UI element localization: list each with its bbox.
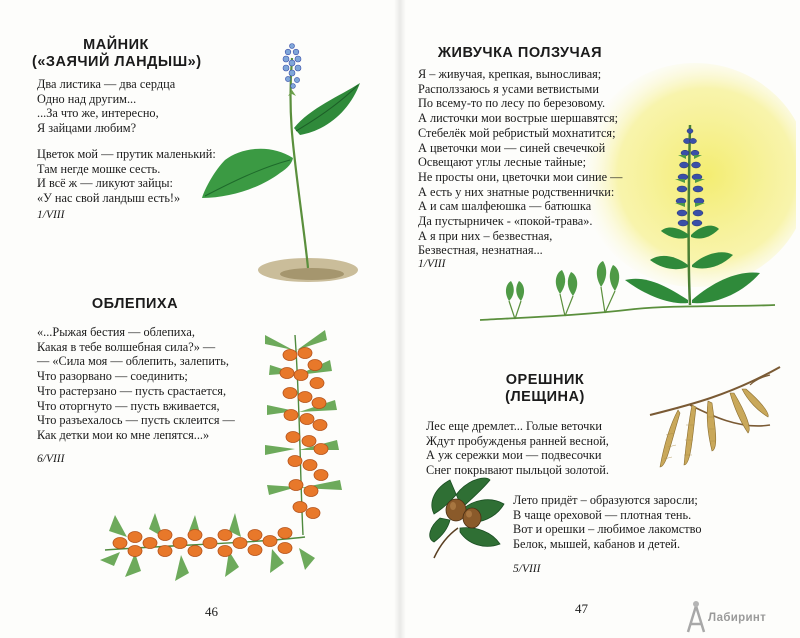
- page-number-right: 47: [575, 601, 588, 616]
- title-subline: (ЛЕЩИНА): [505, 389, 585, 405]
- poem-date: 5/VIII: [513, 563, 541, 575]
- poem-line: Цветок мой — прутик маленький:: [37, 146, 216, 161]
- title-line: ОРЕШНИК: [505, 372, 585, 388]
- poem-line: В чаще ореховой — плотная тень.: [513, 507, 692, 522]
- poem-line: ...За что же, интересно,: [37, 106, 159, 121]
- poem-line: Там негде мошке сесть.: [37, 161, 161, 176]
- poem-line: Что оторгнуто — пусть вживается,: [37, 398, 220, 413]
- poem-date: 1/VIII: [418, 258, 446, 270]
- poem-title-zhivuchka: ЖИВУЧКА ПОЛЗУЧАЯ: [437, 45, 603, 61]
- poem-date: 6/VIII: [37, 453, 65, 465]
- poem-body-oreshnik-stanza1: [426, 419, 609, 478]
- poem-line: Ждут пробужденья ранней весной,: [426, 433, 609, 448]
- page-number-left: 46: [205, 604, 218, 619]
- hazelnuts-illustration: [420, 470, 512, 565]
- poem-title-oreshnik: [490, 372, 600, 406]
- poem-line: Лето придёт – образуются заросли;: [513, 493, 698, 507]
- poem-line: Белок, мышей, кабанов и детей.: [513, 537, 681, 552]
- poem-body-oreshnik-stanza2: [513, 493, 701, 552]
- bugle-plant-illustration: [475, 95, 795, 330]
- hazel-catkins-illustration: [630, 355, 790, 475]
- poem-line: А и сам шалфеюшка — батюшка: [418, 199, 592, 214]
- poem-line: А есть у них знатные родственнички:: [418, 184, 615, 199]
- poem-line: Как детки мои ко мне лепятся...»: [37, 427, 210, 442]
- poem-line: Стебелёк мой ребристый мохнатится;: [418, 125, 616, 140]
- poem-line: — «Сила моя — облепить, залепить,: [37, 354, 229, 369]
- sea-buckthorn-illustration: [95, 315, 395, 590]
- poem-date: 1/VIII: [37, 209, 65, 221]
- poem-line: «...Рыжая бестия — облепиха,: [37, 325, 195, 339]
- poem-line: Располззаюсь я усами ветвистыми: [418, 81, 599, 96]
- poem-line: Не просты они, цветочки мои синие —: [418, 169, 623, 184]
- poem-line: И всё ж — ликуют зайцы:: [37, 176, 173, 191]
- left-page: [0, 0, 396, 638]
- poem-line: «У нас свой ландыш есть!»: [37, 190, 181, 205]
- poem-line: Вот и орешки – любимое лакомство: [513, 522, 702, 537]
- title-line: МАЙНИК: [83, 37, 149, 53]
- poem-line: Что растерзано — пусть срастается,: [37, 383, 227, 398]
- poem-title-oblepikha: ОБЛЕПИХА: [91, 296, 179, 312]
- poem-body-mainik: [37, 77, 216, 206]
- poem-line: По всему-то по лесу по березовому.: [418, 96, 606, 111]
- poem-line: Одно над другим...: [37, 91, 137, 106]
- poem-line: Два листика — два сердца: [37, 77, 176, 91]
- poem-line: Какая в тебе волшебная сила?» —: [37, 339, 216, 354]
- poem-line: Что разъехалось — пусть склеится —: [37, 413, 235, 428]
- poem-line: Я – живучая, крепкая, выносливая;: [418, 67, 602, 81]
- watermark-text: Лабиринт: [708, 612, 766, 624]
- poem-line: Безвестная, незнатная...: [418, 243, 543, 258]
- poem-line: А я при них – безвестная,: [418, 228, 553, 243]
- poem-line: Да пустырничек - «покой-трава».: [418, 214, 593, 229]
- poem-line: Что разорвано — соединить;: [37, 369, 188, 384]
- poem-line: Лес еще дремлет... Голые веточки: [426, 419, 602, 433]
- title-subline: («ЗАЯЧИЙ ЛАНДЫШ»): [32, 54, 202, 70]
- poem-line: А цветочки мои — синей свечечкой: [418, 140, 606, 155]
- lily-of-the-valley-illustration: [200, 38, 370, 288]
- right-page: [400, 0, 800, 638]
- poem-title-mainik: [32, 37, 200, 71]
- poem-line: Я зайцами любим?: [37, 121, 137, 136]
- poem-line: Снег покрывают пыльцой золотой.: [426, 463, 609, 478]
- poem-line: А уж сережки мои — подвесочки: [426, 448, 602, 463]
- poem-line: А листочки мои вострые шершавятся;: [418, 111, 619, 126]
- poem-line: Освещают углы лесные тайные;: [418, 155, 586, 170]
